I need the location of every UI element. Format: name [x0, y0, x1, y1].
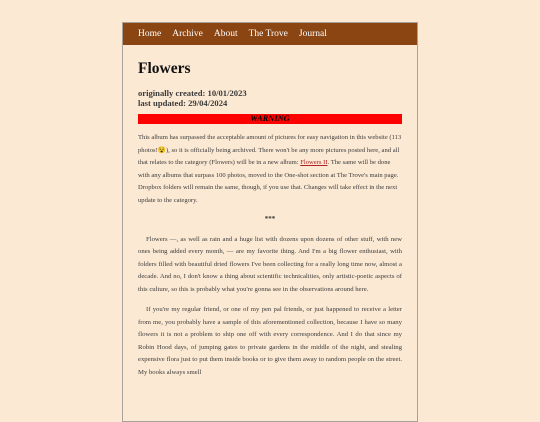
body-paragraph-2: If you're my regular friend, or one of my pen pal friends, or just happened to receive a letter from me, you probably have a sample of this aforementioned collection, because I have so many flowers it is not a problem to ship one off with every correspondence. And I do that since my Robin Hood days, of jumping gates to private gardens in the middle of the night, and stealing expensive flora just to put them inside books or to give them away to random people on the street. My books always smell [138, 306, 402, 376]
nav-link-journal[interactable]: Journal [298, 29, 327, 39]
warning-banner: WARNING [138, 114, 402, 124]
created-date: originally created: 10/01/2023 [138, 88, 247, 98]
nav-link-about[interactable]: About [213, 29, 238, 39]
nav-link-home[interactable]: Home [138, 29, 162, 39]
date-info [138, 88, 402, 108]
page-container [122, 22, 418, 422]
flowers-ii-link[interactable]: Flowers II [300, 159, 328, 166]
top-navigation-bar [123, 23, 417, 45]
updated-date: last updated: 29/04/2024 [138, 98, 228, 108]
nav-link-the-trove[interactable]: The Trove [248, 29, 288, 39]
page-content [123, 60, 417, 379]
nav-link-archive[interactable]: Archive [172, 29, 203, 39]
notice-text-end: . The same will be done with any albums that surpass 100 photos, moved to the One-shot section at The Trove's main page. Dropbox folders will remain the same, though, if you use that. Changes will take effect in the next update to the category. [138, 159, 399, 204]
body-paragraph-1: Flowers —, as well as rain and a huge list with dozens upon dozens of other stuff, with new ones being added every month, — are my favorite thing. And I'm a big flower enthusiast, with folders filled with beautiful dried flowers I've been collecting for a really long time now, almost a decade. And no, I don't know a thing about scientific technicalities, only artistic-poetic aspects of this culture, so this is probably what you're gonna see in the observations around here. [138, 235, 402, 293]
section-separator: *** [264, 214, 276, 223]
notice-text-start: This album has surpassed the acceptable amount of pictures for easy navigation in this website (113 photos!😵), so it is officially being archived. There won't be any more pictures posted here, and all that relates to the category (Flowers) will be in a new album: [138, 134, 402, 166]
archive-notice [138, 132, 402, 207]
page-title: Flowers [138, 60, 191, 77]
